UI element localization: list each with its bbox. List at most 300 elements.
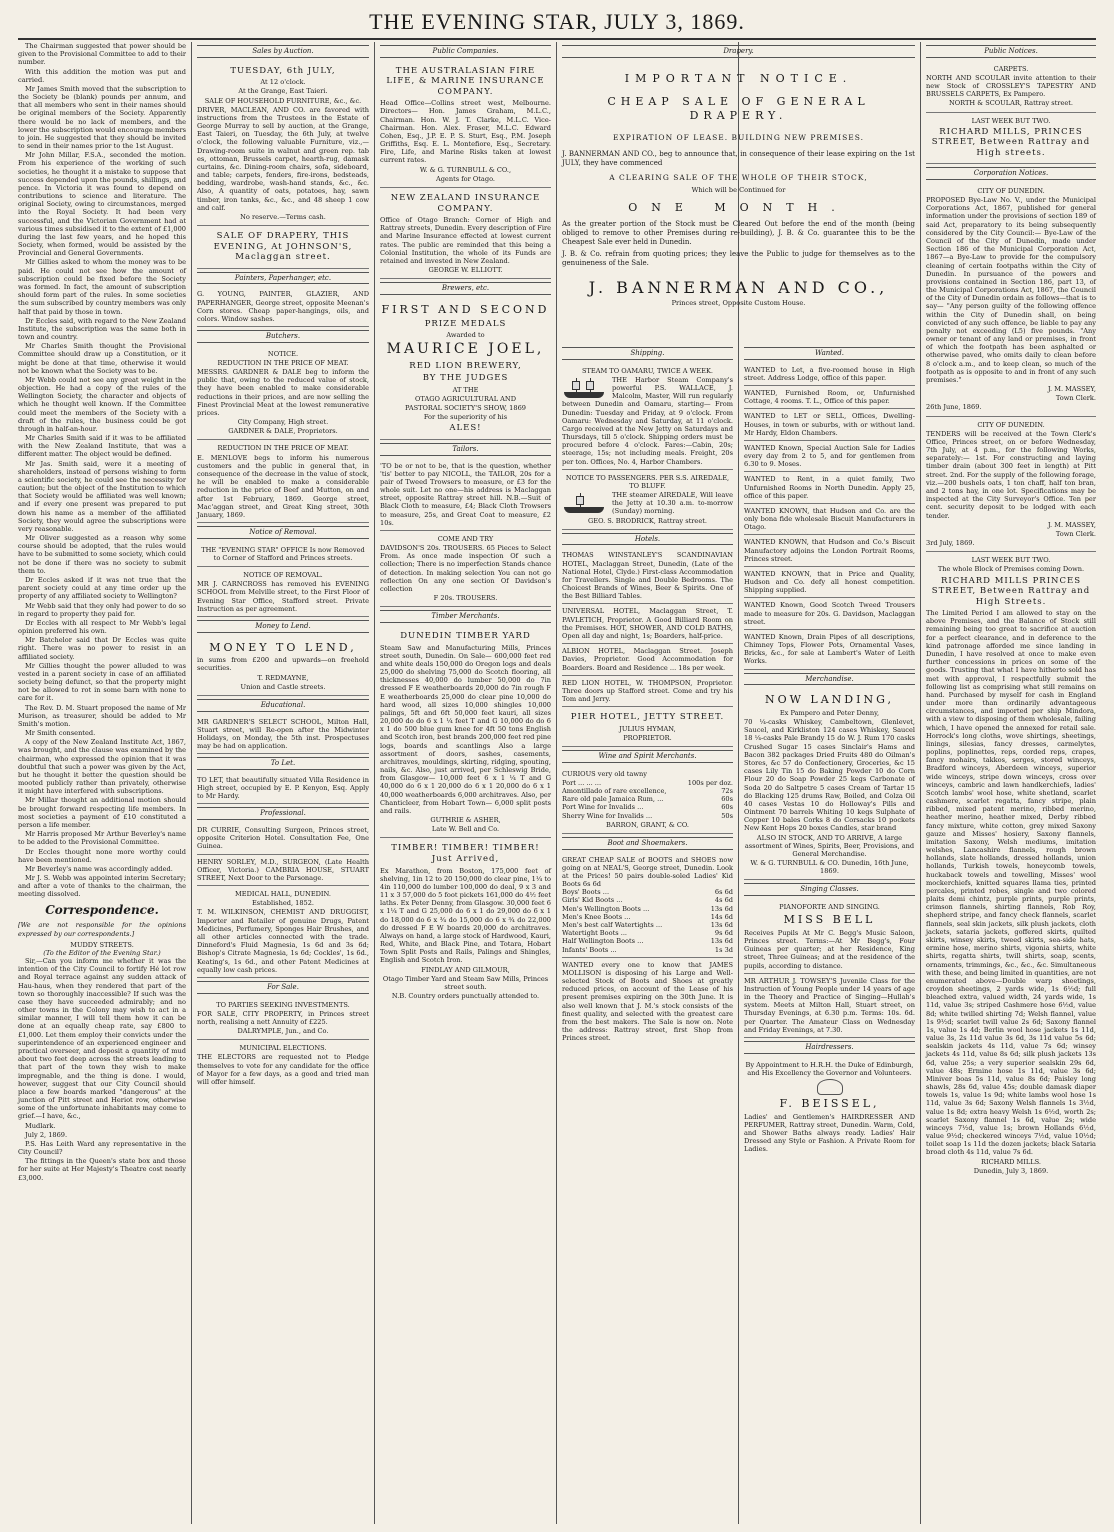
section-heading: For Sale. [197, 981, 369, 994]
item-label: Infants' Boots ... [562, 945, 617, 954]
brew-line: For the superiority of his [423, 413, 508, 422]
insurance-sign: GEORGE W. ELLIOTT. [428, 266, 503, 275]
section-heading: Boot and Shoemakers. [562, 837, 733, 850]
column-separator [920, 42, 921, 1524]
column-3 [376, 42, 555, 1524]
mills-ad [926, 113, 1096, 165]
medical-hall-est: Established, 1852. [251, 899, 315, 908]
column-5 [740, 344, 919, 1524]
drapery-block [558, 42, 919, 342]
removal-body: MR J. CARNCROSS has removed his EVENING SCHOOL from Melville street, to the First Floor of Evening Star Office, Stafford street. Private Instruction as per agreement. [197, 580, 369, 613]
brew-line: RED LION BREWERY, [409, 360, 522, 371]
nz-insurance-ad [380, 188, 551, 279]
timber-sign: Late W. Bell and Co. [431, 825, 500, 834]
hotel-ad [562, 644, 733, 676]
sale-title: TO PARTIES SEEKING INVESTMENTS. [216, 1000, 350, 1009]
wanted-body: WANTED KNOWN, that in Price and Quality, Hudson and Co. defy all honest competition. Shipping supplied. [744, 569, 915, 595]
report-paragraph: Mr Jas. Smith said, were it a meeting of shareholders, instead of persons wishing to form a scientific society, he could see the necessity for caution; but the object of the Institution to which that Society would be affiliated was well known; and if every one present was prepared to put down his name as a member of the affiliated Society, they would agree the subscriptions were very reasonable. [18, 459, 186, 533]
mills-title: RICHARD MILLS PRINCES STREET, Between Rattray and High Streets. [931, 575, 1091, 607]
section-heading: Corporation Notices. [926, 167, 1096, 180]
medical-hall-title: MEDICAL HALL, DUNEDIN. [235, 890, 331, 899]
report-paragraph: Mr Harris proposed Mr Arthur Beverley's name to be added to the Provisional Committee. [18, 830, 186, 847]
meat-sign: City Company, High street. [237, 418, 329, 427]
davidson-sign: F 20s. TROUSERS. [433, 594, 498, 603]
merch-sub: Ex Pampero and Peter Denny, [779, 708, 880, 717]
timber-sign: FINDLAY AND GILMOUR, [421, 965, 510, 974]
wine-row [562, 795, 733, 803]
report-paragraph: Mr Charles Smith thought the Provisional Committee should draw up a Constitution, or it might be done at that time, otherwise it would not be known what the Society was to be. [18, 342, 186, 375]
item-price: 13s 6d [710, 904, 733, 913]
carpets-sign: NORTH & SCOULAR, Rattray street. [948, 99, 1074, 108]
towsey-ad [744, 974, 915, 1038]
brew-name: MAURICE JOEL, [386, 341, 545, 358]
masthead [0, 0, 1114, 40]
item-label: Sherry Wine for Invalids ... [562, 811, 653, 820]
davidson-ad [380, 531, 551, 607]
section-heading: Brewers, etc. [380, 282, 551, 295]
wanted-body: WANTED to Rent, in a quiet family, Two Unfurnished Rooms in North Dunedin. Apply 25, office of this paper. [744, 475, 915, 500]
wanted-body: WANTED KNOWN, that Hudson and Co. are the only bona fide wholesale Biscuit Manufacturers in Otago. [744, 506, 915, 532]
mills-date: Dunedin, July 3, 1869. [973, 1166, 1049, 1175]
wine-sign: BARRON, GRANT, & CO. [606, 820, 689, 829]
wanted-ad [744, 598, 915, 630]
masthead-rule [18, 38, 1096, 40]
letter-paragraph: Sir,—Can you inform me whether it was the intention of the City Council to fortify Hé lot row and Royal terrace against any sudden attack of Hau-haus, when they rendered that part of the town so thoroughly inaccessible? If such was the case they have succeeded admirably; and no other towns in the Colony may wish to act in a similar manner, I will tell them how it can be done at an equally cheap rate, say £800 to £1,000. Let them employ their convicts under the superintendence of an experienced engineer and practical overseer, and deposit a quantity of mud about two feet deep across the streets leading to that part of the town they wish to make impregnable, and the thing is done. I would, however, suggest that our City Council should place a few boards marked "dangerous" at the junction of Pitt street and Heriot row, otherwise some of the unfortunate inhabitants may come to grief.—I have, &c., [18, 957, 186, 1121]
ship-title: NOTICE TO PASSENGERS. PER S.S. AIREDALE, TO BLUFF. [565, 473, 730, 490]
letter-paragraph: Mudlark. [25, 1121, 56, 1130]
drapery-cont: Which will be Continued for [691, 186, 786, 195]
hotel-sign: PROPRIETOR. [623, 733, 672, 742]
column-2 [193, 42, 373, 1524]
newspaper-title: THE EVENING STAR, JULY 3, 1869. [369, 9, 745, 34]
section-heading: Educational. [197, 699, 369, 712]
report-paragraph: Mr Batchelor said that Dr Eccles was quite right. There was no power to resist in an affiliated society. [18, 636, 186, 661]
boots-row [562, 929, 733, 937]
report-paragraph: The Chairman suggested that power should be given to the Provisional Committee to add to their number. [18, 42, 186, 67]
section-heading: Money to Lend. [197, 620, 369, 633]
letter-title: MUDDY STREETS. [70, 940, 134, 949]
timber-body: Ex Marathon, from Boston, 175,000 feet of shelving, 1in 12 to 20 150,000 do clear pine, 1¼ to 4in 110,000 do lumber 100,000 do deal, 9 x 3 and 11 x 3 57,000 do 5 foot pickets 161,000 do 4½ feet laths. Ex Peter Denny, from Glasgow. 30,000 feet 6 x 1¼ T and G 25,000 do 6 x 1 do 29,000 do 6 x 1 do 18,000 do 6 x ¾ do 15,000 do 6 x ¾ do 22,000 do dressed F E W boards 20,000 do architraves. Always on hand, a large stock of Hardwood, Kauri, Red, White, and Black Pine, and Totara, Hobart Town Split Posts and Rails, Palings and Shingles, English and Scotch Iron. [380, 866, 551, 965]
wanted-ad [744, 567, 915, 599]
auction-title: SALE OF HOUSEHOLD FURNITURE, &c., &c. [204, 96, 362, 105]
wanted-body: WANTED KNOWN, that Hudson and Co.'s Biscuit Manufactory adjoins the London Portrait Rooms, Princes street. [744, 538, 915, 563]
report-paragraph: Mr Webb said that they only had power to do so in regard to property they paid for. [18, 601, 186, 618]
section-heading: Shipping. [562, 347, 733, 360]
correspondence-heading: Correspondence. [45, 902, 159, 917]
meeting-report [18, 42, 186, 899]
airedale-ad [562, 470, 733, 530]
wine-ad [562, 766, 733, 834]
hair-appointment: By Appointment to H.R.H. the Duke of Edinburgh, and His Excellency the Governor and Volunteers. [745, 1060, 914, 1077]
bannerman-sign: J. BANNERMAN AND CO., [588, 277, 889, 297]
item-price: 1s 3d [714, 945, 733, 954]
report-paragraph: The Rev. D. M. Stuart proposed the name of Mr Murison, as treasurer, should be added to Mr Smith's motion. [18, 703, 186, 728]
hotel-ad [562, 604, 733, 644]
column-1 [14, 42, 190, 1524]
auction-date: TUESDAY, 6th JULY, [230, 65, 336, 76]
professional-body: DR CURRIE, Consulting Surgeon, Princes street, opposite Criterion Hotel. Consultation Fee, One Guinea. [197, 826, 369, 851]
section-heading: Wine and Spirit Merchants. [562, 750, 733, 763]
carpets-body: NORTH AND SCOULAR invite attention to their new Stock of CROSSLEY'S TAPESTRY AND BRUSSELS CARPETS, Ex Pampero. [926, 73, 1096, 99]
painter-body: G. YOUNG, PAINTER, GLAZIER, AND PAPERHANGER, George street, opposite Meenan's Corn stores. Cheap paper-hangings, oils, and colors. Window sashes. [197, 290, 369, 323]
one-month: ONE MONTH. [628, 200, 849, 214]
cheap-sale: CHEAP SALE OF GENERAL DRAPERY. [607, 95, 870, 122]
auction-body: DRIVER, MACLEAN, AND CO. are favored with instructions from the Trustees in the Estate of George Murray to sell by auction, at the Grange, East Taieri, on Tuesday, the 6th July, at twelve o'clock, the following valuable Furniture, viz.,— Drawing-room suite in walnut and green rep. tab es, ottoman, Brussels carpet, hearth-rug, damask curtains, &c. Dining-room chairs, sofa, sideboard, and table; carpets, fenders, fire-irons, bedsteads, bedding, wardrobe, wash-hand stands, &c., &c. Also, A quantity of oats, potatoes, hay, sawn timber, iron tanks, &c., &c., and 48 sheep 1 cow and calf. [197, 105, 369, 212]
merch-sign: W. & G. TURNBULL & CO. Dunedin, 16th June, 1869. [750, 859, 909, 876]
bell-body: Receives Pupils At Mr C. Begg's Music Saloon, Princes street. Terms:—At Mr Begg's, Four Guineas per quarter; at her Residence, King street, Three Guineas; and at the residence of the pupils, according to distance. [744, 928, 915, 970]
report-paragraph: Mr Oliver suggested as a reason why some course should be adopted, that the rules would have to be submitted to some society, which could not be done if there was no society to submit them to. [18, 534, 186, 575]
item-price: 4s 6d [714, 896, 733, 905]
drapery-para: J. B. & Co. refrain from quoting prices; they leave the Public to judge for themselves as to the genuineness of the Sale. [562, 250, 915, 267]
brew-line: AT THE [452, 385, 479, 394]
carpets-title: CARPETS. [993, 64, 1029, 73]
item-label: Men's Knee Boots ... [562, 912, 631, 921]
wine-row [562, 812, 733, 820]
hotel-ad [562, 707, 733, 747]
section-heading: To Let. [197, 757, 369, 770]
mills-clearance-ad [926, 552, 1096, 1179]
merch-title: NOW LANDING, [764, 693, 894, 707]
steamship-icon [562, 378, 606, 400]
wanted-body: WANTED Known, Good Scotch Tweed Trousers made to measure for 20s. G. Davidson, Maclaggan street. [744, 601, 915, 626]
report-paragraph: Mr Smith consented. [25, 729, 96, 738]
item-label: Boys' Boots ... [562, 888, 610, 897]
insurance-title: NEW ZEALAND INSURANCE COMPANY. [390, 192, 541, 214]
auction-place: At the Grange, East Taieri. [238, 87, 328, 96]
clearing-sale: A CLEARING SALE OF THE WHOLE OF THEIR STOCK, [609, 173, 868, 183]
item-label: Girls' Kid Boots ... [562, 896, 623, 905]
wanted-body: WANTED to Let, a five-roomed house in High street. Address Lodge, office of this paper. [744, 365, 915, 382]
report-paragraph: Mr Webb could not see any great weight in the objection. He had a copy of the rules of the Wellington Society, the character and objects of which he thought well known. If the Committee could meet the members of the Society with a draft of the rules, the business could be got through in half-an-hour. [18, 375, 186, 433]
insurance-sign: Agents for Otago. [435, 174, 496, 183]
wine-row [562, 803, 733, 811]
carpets-ad [926, 61, 1096, 113]
column-4 [558, 344, 737, 1524]
hotel-body: RED LION HOTEL, W. THOMPSON, Proprietor. Three doors up Stafford street. Come and try his Tom and Jerry. [562, 678, 733, 704]
painter-ad [197, 287, 369, 327]
municipal-ad [197, 1040, 369, 1089]
insurance-body: Head Office—Collins street west, Melbourne. Directors— Hon. James Graham, M.L.C., Chairman. Hon. W. J. T. Clarke, M.L.C. Vice-Chairman. Hon. Alex. Fraser, M.L.C. Edward Cohen, Esq., J.P. E. P. S. Sturt, Esq., P.M. Joseph Griffiths, Esq. E. L. Montefiore, Esq., Secretary. Fire, Life, and Marine Risks taken at lowest current rates. [380, 99, 551, 165]
professional-ad [197, 823, 369, 855]
davidson-title: COME AND TRY [437, 534, 494, 543]
wine-row [562, 779, 733, 787]
report-paragraph: Mr John Millar, F.S.A., seconded the motion. From his experience of the working of such societies, he thought it a mistake to suppose that success depended upon the pounds, shillings, and pence. In Victoria it was found to depend on contributions to science and literature. The original Society, owing to circumstances, merged into the Royal Society. It had been very successful, and the Victorian Government had at various times subsidised it to the extent of £1,000 during the last few years, and he hoped this Society, when formed, would be assisted by the Provincial and General Governments. [18, 151, 186, 258]
letter-subtitle: (To the Editor of the Evening Star.) [43, 948, 161, 957]
mills-body: The Limited Period I am allowed to stay on the above Premises, and the Balance of Stock still remaining being too great to sacrifice at auction for a perfect clearance, and in deference to the kind patronage afforded me since landing in Dunedin, I have resolved at once to make even further concessions in prices on some of the goods. Trusting that what I have hitherto sold has met with approval, I respectfully submit the following list as comprising what still remains on hand. Purchased by myself for cash in England under more than ordinarily advantageous circumstances, and imported per ship Mindora, with a view to disposing of them wholesale, failing which, I have opened the annexed for retail sale. Horrock's long cloths, wove shirtings, sheetings, linings, silesias, fancy dresses, carmelytes, poplins, poplinettes, reps, corded reps, crapes, fancy mohairs, takkos, serges, stored winceys, Bradford winceys, Aberdeen winceys, superior wide winceys, stripe down winceys, cross over winceys, cambric and lawn handkerchiefs, ladies' Scotch lambs' wool hose, white shetland, scarlet cashmere, scarlet regatta, fancy stripe, plain ribbed, mixed patent merino, ribbed merino, heather merino, heather mixed, Derby ribbed fancy mixture, white cotton, grey mixed Saxony gauze and Misses' hosiery, Saxony flannels, imitation Saxony, Welsh mediums, imitation welshes, Lancashire flannels, rough brown hollands, slate hollands, dressed hollands, union hollands, Turkish towels, honeycomb towels, huckaback towels and towelling, Misses' wool mockerchiefs, knitted squares llama ties, printed percales, printed robes, single and two colored plaits demi chintz, purple prints, purple prints, crimson flannels, shirting flannels, Rob Roy, shepherd stripe, and fancy check flannels, scarlet flannels, seal skin jackets, silk plush jackets, cloth jackets, sataria jackets, goffered skirts, quilted skirts, winsey skirts, tweed skirts, sea-side hats, ermine hose, merino shirts, vigonia shirts, white shirts, regatta shirts, twill shirts, soap, scents, ornaments, trimmings, &c., &c., &c. Simultaneous with these, and being limited in quantities, are not enumerated above—Double warp sheetings, croydon sheetings, 2 yards wide, 1s 6½d; full bleached extra, valued width, 24 yards wide, 1s 11d, value 3s; striped Cashmere hose 6½d, value 8d; white twilled shirting 7d; Welsh flannel, value 1s 9½d; scarlet twill value 2s 6d; Saxony flannel 1s, value 1s 4d; Berlin wool hose jackets 1s 11d, value 3s, 2s 11d value 3s 6d, 3s 11d value 5s 6d; sealskin jackets 4s 11d, value 7s 6d; winsey jackets 4s 11d, value 8s 6d; silk plush jackets 13s 6d, value 25s; a very superior sealskin 29s 6d, value 48s; Ermine hose 1s 11d, value 3s 6d; Miniver boas 5s 11d, value 8s 6d; Paisley long shawls, 28s 6d, value 45s; double damask diaper towels 1s, value 1s 9d; white lambs wool hose 1s 11d, value 3s 6d; Saxony Welsh flannels 1s 3½d, value 1s 8d; extra heavy Welsh 1s 6½d, worth 2s; scarlet Saxony flannel 1s 6d, value 2s; wide winceys 7½d, value 1s; brown Hollands 6½d, value 9½d; checkered winceys 7½d, value 10½d; toilet soap 1s 11d the dozen jackets; black Sataria broad cloth 4s 11d, value 7s 6d. [926, 609, 1096, 1157]
column-separator [374, 42, 375, 1524]
removal-ad [197, 542, 369, 567]
bylaw-body: PROPOSED Bye-Law No. V., under the Municipal Corporations Act, 1867, published for general information under the provisions of section 189 of said Act, preparatory to its being subsequently considered by the City Council:— Bye-Law of the Council of the City of Dunedin, made under Section 186 of the Municipal Corporation Act, 1867—a Bye-Law to provide for the compulsory cleaning of certain footpaths within the City of Dunedin. In pursuance of the powers and provisions contained in Section 186, part 13, of the Municipal Corporations Act, 1867, the Council of the City of Dunedin ordain as follows—that is to say— "Any person guilty of the following offence within the City of Dunedin shall, on being convicted of any such offence, be liable to pay any penalty not exceeding (L5) five pounds. "Any owner or tenant of any land or premises, in front of which the footpath has been asphalted or otherwise paved, who omits daily to clean before 8 o'clock a.m., and to keep clean, so much of the footpath as is opposite to and in front of any such premises." [926, 196, 1096, 384]
boots-row [562, 937, 733, 945]
singing-ad [744, 899, 915, 974]
item-price: 13s 6d [710, 937, 733, 946]
money-sign: T. REDMAYNE, [257, 673, 309, 682]
section-heading: Professional. [197, 807, 369, 820]
wanted-ad [744, 535, 915, 567]
brew-line: OTAGO AGRICULTURAL AND [415, 394, 516, 403]
letter-paragraph: July 2, 1869. [25, 1130, 68, 1139]
report-paragraph: A copy of the New Zealand Institute Act, 1867, was brought, and the clause was examined by the chairman, who expressed the opinion that it was doubtful that such a power was given by the Act, but he thought it better the question should be mooted publicly rather than privately, otherwise it might have interfered with subscriptions. [18, 738, 186, 796]
timber-note: N.B. Country orders punctually attended to. [391, 992, 540, 1001]
insurance-sign: W. & G. TURNBULL & CO., [419, 165, 512, 174]
hotel-body: ALBION HOTEL, Maclaggan Street. Joseph Davies, Proprietor. Good Accommodation for Boarders. Board and Residence ... 18s per week. [562, 647, 733, 672]
money-ad [197, 636, 369, 696]
money-title: MONEY TO LEND, [209, 640, 357, 654]
brew-line: PRIZE MEDALS [424, 318, 507, 329]
medical-hall-body: T. M. WILKINSON, CHEMIST AND DRUGGIST, Importer and Retailer of genuine Drugs, Patent Medicines, Perfumery, Sponges Hair Brushes, and all other articles connected with the trade. Dinneford's Fluid Magnesia, 1s 6d and 3s 6d; Bishop's Citrate Magnesia, 1s 6d; Cockles', 1s 6d., Keating's, 1s 6d., and other Patent Medicines at equally low cash prices. [197, 908, 369, 974]
section-heading: Butchers. [197, 330, 369, 343]
section-heading: Drapery. [562, 45, 915, 58]
wanted-list [744, 363, 915, 670]
timber-sign: Otago Timber Yard and Steam Saw Mills, Princes street south. [382, 974, 549, 991]
boots-price-list [562, 888, 733, 953]
bannerman-ad [562, 61, 915, 312]
item-label: Men's Wellington Boots ... [562, 904, 650, 913]
report-paragraph: Mr Millar thought an additional motion should be brought forward respecting life members. In most societies a payment of £10 constituted a person a life member. [18, 796, 186, 829]
timber-title: DUNEDIN TIMBER YARD [400, 630, 531, 641]
boots-row [562, 905, 733, 913]
item-price: 50s [721, 811, 733, 820]
hotel-ad [562, 676, 733, 708]
meat-title: REDUCTION IN THE PRICE OF MEAT. [217, 444, 349, 453]
section-heading: Wanted. [744, 347, 915, 360]
removal-title: NOTICE OF REMOVAL. [243, 571, 323, 580]
hotel-body: PIER HOTEL, JETTY STREET. [570, 712, 725, 723]
for-sale-ad [197, 997, 369, 1041]
boots-row [562, 888, 733, 896]
mills-title: RICHARD MILLS, PRINCES STREET, Between Rattray and High streets. [931, 126, 1091, 158]
wine-price-list [562, 779, 733, 820]
hairdresser-ad [744, 1057, 915, 1157]
letter-body [18, 957, 186, 1182]
item-price: 60s [721, 803, 733, 812]
boots-ad [562, 853, 733, 958]
drapery-sale-text: SALE OF DRAPERY, THIS EVENING, At JOHNSON'S, Maclaggan street. [213, 231, 353, 263]
mollison-ad [562, 958, 733, 1046]
mills-sign: RICHARD MILLS. [981, 1157, 1041, 1166]
city-title: CITY OF DUNEDIN. [977, 186, 1045, 195]
item-label: Rare old pale Jamaica Rum, ... [562, 795, 664, 804]
to-let-body: TO LET, that beautifully situated Villa Residence in High street, occupied by E. P. Kenyon, Esq. Apply to Mr Hardy. [197, 775, 369, 801]
tenders-notice [926, 417, 1096, 553]
wanted-ad [744, 441, 915, 473]
report-paragraph: Mr Gillies asked to whom the money was to be paid. He could not see how the amount of subscription could be fixed before the Society was formed. In fact, the amount of subscription should form part of the rules. In some societies the sum subscribed by country members was only half that paid by those in town. [18, 258, 186, 316]
notice-label: NOTICE. [267, 349, 299, 358]
bylaw-notice [926, 183, 1096, 417]
report-paragraph: Dr Eccles asked if it was not true that the parent society could at any time order up the property of any affiliated society to Wellington? [18, 576, 186, 601]
section-heading: Hairdressers. [744, 1041, 915, 1054]
removal-ad-2 [197, 567, 369, 617]
item-price: 72s [721, 787, 733, 796]
ship-body: THE steamer AIREDALE, Will leave the Jetty at 10.30 a.m. to-morrow (Sunday) morning. [612, 491, 733, 516]
hair-name: F. BEISSEL, [779, 1096, 880, 1110]
wine-intro: CURIOUS very old tawny [562, 769, 647, 778]
brew-line: ALES! [449, 423, 482, 434]
report-paragraph: Mr James Smith moved that the subscription to the Society be (blank) pounds per annum, and that all members who sent in their names should be original members of the Society. Apparently there would be no lack of members, and the lower the subscription would encourage members to join. He suggested that they should be invited to send in their names prior to the 1st August. [18, 84, 186, 151]
mollison-body: WANTED every one to know that JAMES MOLLISON is disposing of his Large and Well-selected Stock of Boots and Shoes at greatly reduced prices, on account of the Lease of his present premises expiring on the 30th June. It is also well known that J. M.'s stock consists of the finest quality, and selected with the greatest care from the best makers. The Sale is now on. Note the address: Rattray street, first Shop from Princes street. [562, 960, 733, 1043]
expiration-line: EXPIRATION OF LEASE. BUILDING NEW PREMISES. [612, 132, 865, 142]
tenders-date: 3rd July, 1869. [926, 539, 975, 548]
wanted-ad [744, 363, 915, 386]
letter-paragraph: The fittings in the Queen's state box and those for her suite at Her Majesty's Theatre cost nearly £3,000. [18, 1157, 186, 1182]
item-label: Amontillado of rare excellence, [562, 787, 667, 796]
meat-sign: GARDNER & DALE, Proprietors. [228, 427, 338, 436]
section-heading: Public Companies. [380, 45, 551, 58]
report-paragraph: Mr Beverley's name was accordingly added. [25, 864, 173, 873]
timber-ad-2 [380, 838, 551, 1004]
wanted-body: WANTED Known, Drain Pipes of all descriptions, Chimney Tops, Flower Pots, Ornamental Vases, Bricks, &c., for sale at Lambert's Water of Leith Works. [744, 632, 915, 666]
hotel-body: UNIVERSAL HOTEL, Maclaggan Street, T. PAVLETICH, Proprietor. A Good Billiard Room on the Premises. HOT, SHOWER, AND COLD BATHS, Open all day and night, 1s; Boarders, half-price. [562, 607, 733, 640]
letter-paragraph: P.S. Has Leith Ward any representative in the City Council? [18, 1139, 186, 1157]
section-heading: Hotels. [562, 533, 733, 546]
hotel-ad [562, 548, 733, 604]
section-heading: Merchandise. [744, 673, 915, 686]
bylaw-sign: J. M. MASSEY, [1047, 385, 1096, 394]
important-notice: IMPORTANT NOTICE. [624, 71, 853, 85]
tailor-body: 'TO be or not to be, that is the question, whether 'tis' better to pay NICOLL, the TAILOR, 20s for a pair of Tweed Trowsers to measure, or £3 for the whole suit. Let no one—his address is Maclaggan street, opposite Rattray street hill. N.B.—Suit of Black Cloth to measure, £4; Black Cloth Trowsers to measure, 25s, and Great Coat to measure, £2 10s. [380, 461, 551, 527]
auction-time: At 12 o'clock. [260, 78, 306, 87]
item-label: Half Wellington Boots ... [562, 937, 644, 946]
bannerman-address: Princes street, Opposite Custom House. [671, 299, 806, 308]
section-heading: Tailors. [380, 443, 551, 456]
hair-body: Ladies' and Gentlemen's HAIRDRESSER AND PERFUMER, Rattray street, Dunedin. Warm, Cold, and Shower Baths always ready. Ladies' Hair Dressed any Style or Fashion. A Private Room for Ladies. [744, 1112, 915, 1154]
sale-sign: DALRYMPLE, Jun., and Co. [237, 1027, 329, 1036]
wanted-ad [744, 472, 915, 504]
item-label: Men's best calf Watertights ... [562, 920, 663, 929]
timber-body: Steam Saw and Manufacturing Mills, Princes street south, Dunedin. On Sale— 600,000 feet red and white deals 150,000 do Oregon logs and deals 25,000 do shelving 75,000 do Scotch flooring, all thicknesses 40,000 do lumber 50,000 do 7in dressed F E weatherboards 20,000 do 7in rough F E weatherboards 25,000 do clear pine 10,000 do hard wood, all sizes 10,000 shingles 10,000 palings, 5ft and 6ft 50,000 feet kauri, all sizes 20,000 do do 6 x 1 ¼ feet T and G 10,000 do do 6 x 1 do 500 blue gum knee for 4ft 50 tons English and Scotch iron, best brands 200,000 feet red pine logs, boards and scantlings Also a large assortment of doors, sashes, casements, architraves, mouldings, skirting, ridging, spouting, nails, &c. Also, just arrived, per Schleswig Bride, from Glasgow— 10,000 feet 6 x 1 ¼ T and G 40,000 do 6 x 1 20,000 do 6 x 1 20,000 do 6 x 1 40,000 weatherboards 6,000 architraves. Also, per Chanticleer, from Hobart Town— 6,000 split posts and rails. [380, 643, 551, 815]
report-paragraph: Mr J. S. Webb was appointed interim Secretary; and after a vote of thanks to the chairman, the meeting dissolved. [18, 874, 186, 899]
butcher-ad-2 [197, 440, 369, 523]
correspondence-note: [We are not responsible for the opinions expressed by our correspondents.] [18, 921, 186, 938]
to-let-ad [197, 773, 369, 805]
section-heading: Notice of Removal. [197, 526, 369, 539]
education-body: MR GARDNER'S SELECT SCHOOL, Milton Hall, Stuart street, will Re-open after the Midwinter Holidays, on Monday, the 5th inst. Prospectuses may be had on application. [197, 717, 369, 751]
tenders-sign: Town Clerk. [1055, 529, 1096, 538]
meat-title: REDUCTION IN THE PRICE OF MEAT. [217, 358, 349, 367]
item-price: 13s 6d [710, 920, 733, 929]
insurance-title: THE AUSTRALASIAN FIRE LIFE, & MARINE INSURANCE COMPANY. [386, 65, 545, 97]
column-separator [191, 42, 192, 1524]
timber-title: TIMBER! TIMBER! TIMBER! Just Arrived, [391, 843, 540, 864]
insurance-body: Office of Otago Branch: Corner of High and Rattray streets, Dunedin. Every description of Fire and Marine Insurance effected at lowest current rates. The public are reminded that this being a Colonial Institution, the whole of its Funds are retained and invested in New Zealand. [380, 216, 551, 265]
drapery-para: J. BANNERMAN AND CO., beg to announce that, in consequence of their lease expiring on the 1st JULY, they have commenced [562, 149, 915, 167]
drapery-para: As the greater portion of the Stock must be Cleared Out before the end of the month (being obliged to remove to other Premises during re-building), J. B. & Co. guarantee this to be the Cheapest Sale ever held in Dunedin. [562, 220, 915, 246]
bylaw-sign: Town Clerk. [1055, 394, 1096, 403]
tenders-body: TENDERS will be received at the Town Clerk's Office, Princes street, on or before Wednesday, 7th July, at 4 p.m., for the following Works, separately:— 1st. For constructing and laying timber drain (about 300 feet in length) at Pitt street. 2nd. For the supply of the following forage, viz.—200 bushels oats, 1 ton chaff, half ton bran, and 2 tons hay, in one lot. Specifications may be inspected at the City Surveyor's Office. Ten per cent. security deposit to be lodged with each tender. [926, 429, 1096, 520]
item-price: 14s 6d [710, 912, 733, 921]
report-paragraph: Mr Charles Smith said if it was to be affiliated with the New Zealand Institute, that was a different matter. The object would be defined. [18, 434, 186, 459]
section-heading: Timber Merchants. [380, 610, 551, 623]
australasian-insurance-ad [380, 61, 551, 188]
education-ad [197, 715, 369, 755]
merch-list: 70 ¼-casks Whiskey, Cambeltown, Glenlevet, Saucel, and Kirkliston 124 cases Whiskey, Saucel 18 ¼-casks Pale Brandy 15 do W. J. Rum 170 casks Crushed Sugar 15 cases Sinclair's Hams and Bacon 382 packages Dried Fruits 480 do Oilman's Stores, &c 57 do Confectionery, Groceries, &c 15 cases Lily Tin 15 do Baking Powder 10 do Corn Flour 20 do Soap Powder 25 kegs Carbonate of Soda 20 do Saltpetre 5 cases Cream of Tartar 15 do Blacking 125 drums Raw, Boiled, and Colza Oil 40 cases Vestas 10 do Holloway's Pills and Ointment 70 barrels Whiting 10 kegs Sulphate of Copper 10 bales Corks 8 do Corsacks 10 pockets New Kent Hops 20 boxes Candles, star brand [744, 718, 915, 833]
money-sign: Union and Castle streets. [240, 682, 326, 691]
wanted-ad [744, 409, 915, 441]
item-price: 100s per doz. [687, 778, 733, 787]
brew-line: PASTORAL SOCIETY'S SHOW, 1869 [405, 404, 526, 413]
hotel-sign: JULIUS HYMAN, [619, 724, 676, 733]
boots-body: GREAT CHEAP SALE of BOOTS and SHOES now going on at NEAL'S, George street, Dunedin. Look at the Prices! 50 pairs double-soled Ladies' Kid Boots 6s 6d [562, 855, 733, 889]
oamaru-steamer-ad [562, 363, 733, 470]
merch-also: ALSO IN STOCK, AND TO ARRIVE, A large assortment of Wines, Spirits, Beer, Provisions, and General Merchandise. [744, 833, 915, 858]
timber-sign: GUTHRIE & ASHER, [430, 816, 501, 825]
report-paragraph: Mr Gillies thought the power alluded to was vested in a parent society in case of an affiliated society being defunct, so that the property might not be allowed to rot in some barn with none to care for it. [18, 661, 186, 703]
boots-row [562, 946, 733, 954]
report-paragraph: With this addition the motion was put and carried. [18, 67, 186, 84]
section-heading: Public Notices. [926, 45, 1096, 58]
merchandise-ad [744, 688, 915, 880]
drapery-sale-ad [197, 226, 369, 269]
item-price: 60s [721, 795, 733, 804]
city-title: CITY OF DUNEDIN. [977, 420, 1045, 429]
bell-title: MISS BELL [783, 913, 876, 927]
wanted-ad [744, 504, 915, 536]
wanted-body: WANTED to LET or SELL, Offices, Dwelling-Houses, in town or suburbs, with or without land. Mr Hardy, Eldon Chambers. [744, 412, 915, 437]
wanted-ad [744, 630, 915, 670]
ship-title: STEAM TO OAMARU, TWICE A WEEK. [581, 366, 714, 375]
municipal-body: THE ELECTORS are requested not to Pledge themselves to vote for any candidate for the office of Mayor for a few days, as a good and tried man will offer himself. [197, 1053, 369, 1086]
item-price: 6s 6d [714, 888, 733, 897]
tailor-ad [380, 459, 551, 531]
butcher-ad [197, 346, 369, 441]
ship-sign: GEO. S. BRODRICK, Rattray street. [588, 516, 707, 525]
report-paragraph: Dr Eccles said, with regard to the New Zealand Institute, the subscription was the same both in town and country. [18, 316, 186, 342]
boots-row [562, 913, 733, 921]
medical-hall-ad [197, 886, 369, 978]
piano-title: PIANOFORTE AND SINGING. [779, 903, 880, 912]
premises-line: The whole Block of Premises coming Down. [937, 565, 1085, 574]
brew-line: FIRST AND SECOND [381, 302, 550, 316]
removal-body: THE "EVENING STAR" OFFICE Is now Removed to Corner of Stafford and Princes streets. [201, 545, 365, 562]
professional-ad-2 [197, 855, 369, 887]
meat-body: MESSRS. GARDNER & DALE beg to inform the public that, owing to the reduced value of stock, they have been enabled to make considerable reductions in their prices, and are now selling the Finest Provincial Meat at the lowest remunerative prices. [197, 368, 369, 417]
wanted-body: WANTED, Furnished Room, or, Unfurnished Cottage, 4 rooms. T. L., Office of this paper. [744, 389, 915, 406]
ship-body: THE Harbor Steam Company's powerful P.S. WALLACE, J. Malcolm, Master, Will run regularly between Dunedin and Oamaru, starting— From Dunedin: Tuesday and Friday, at 9 o'clock. From Oamaru: Wednesday and Saturday, at 11 o'clock. Cargo received at the New Jetty on Saturdays and Thursdays, till 5 o'clock. Shipping orders must be procured before 4 o'clock. Fares:—Cabin, 20s; steerage, 15s; not including meals. Freight, 20s per ton. Offices, No. 4, Harbor Chambers. [562, 375, 733, 466]
tenders-sign: J. M. MASSEY, [1047, 520, 1096, 529]
auction-terms: No reserve.—Terms cash. [240, 212, 326, 221]
brewery-ad [380, 298, 551, 440]
boots-row [562, 921, 733, 929]
brew-line: Awarded to [446, 331, 485, 340]
report-paragraph: Dr Eccles thought none more worthy could have been mentioned. [18, 847, 186, 864]
timber-yard-ad [380, 626, 551, 838]
brew-line: BY THE JUDGES [422, 373, 509, 384]
section-heading: Painters, Paperhanger, etc. [197, 272, 369, 285]
last-week: LAST WEEK BUT TWO. [971, 116, 1051, 125]
municipal-title: MUNICIPAL ELECTIONS. [239, 1044, 327, 1053]
column-6 [922, 42, 1100, 1524]
meat-body: E. MENLOVE begs to inform his numerous customers and the public in general that, in consequence of the decrease in the value of stock, he will be enabled to make a considerable reduction in the price of Beef and Mutton, on and after 1st February, 1869. George street, Mac'aggan street, and Great King street, 30th January, 1869. [197, 453, 369, 519]
royal-crest-icon [817, 1079, 843, 1095]
item-price: 9s 6d [714, 929, 733, 938]
wanted-body: WANTED Known, Special Auction Sale for Ladies every day from 2 to 5, and for gentlemen from 6.30 to 9. Moses. [744, 443, 915, 469]
column-separator [556, 42, 557, 1524]
item-label: Port ... ... ... [562, 778, 602, 787]
item-label: Watertight Boots ... [562, 929, 628, 938]
professional-body: HENRY SORLEY, M.D., SURGEON, (Late Health Officer, Victoria.) CAMBRIA HOUSE, STUART STREET, Next Door to the Parsonage. [197, 857, 369, 882]
section-heading: Sales by Auction. [197, 45, 369, 58]
boots-row [562, 896, 733, 904]
section-heading: Singing Classes. [744, 883, 915, 896]
wanted-ad [744, 386, 915, 409]
wine-row [562, 787, 733, 795]
item-label: Port Wine for Invalids ... [562, 803, 644, 812]
auction-ad [197, 61, 369, 226]
steamship-icon [562, 493, 606, 515]
hotel-body: THOMAS WINSTANLEY'S SCANDINAVIAN HOTEL, Maclaggan Street, Dunedin, (Late of the National Hotel, Clyde.) First-class Accommodation for Travellers. Single and Double Bedrooms. The Choicest Brands of Wines, Beer & Spirits. One of the Best Billiard Tables. [562, 551, 733, 601]
report-paragraph: Dr Eccles with all respect to Mr Webb's legal opinion preferred his own. [18, 618, 186, 636]
last-week: LAST WEEK BUT TWO. [971, 556, 1051, 565]
